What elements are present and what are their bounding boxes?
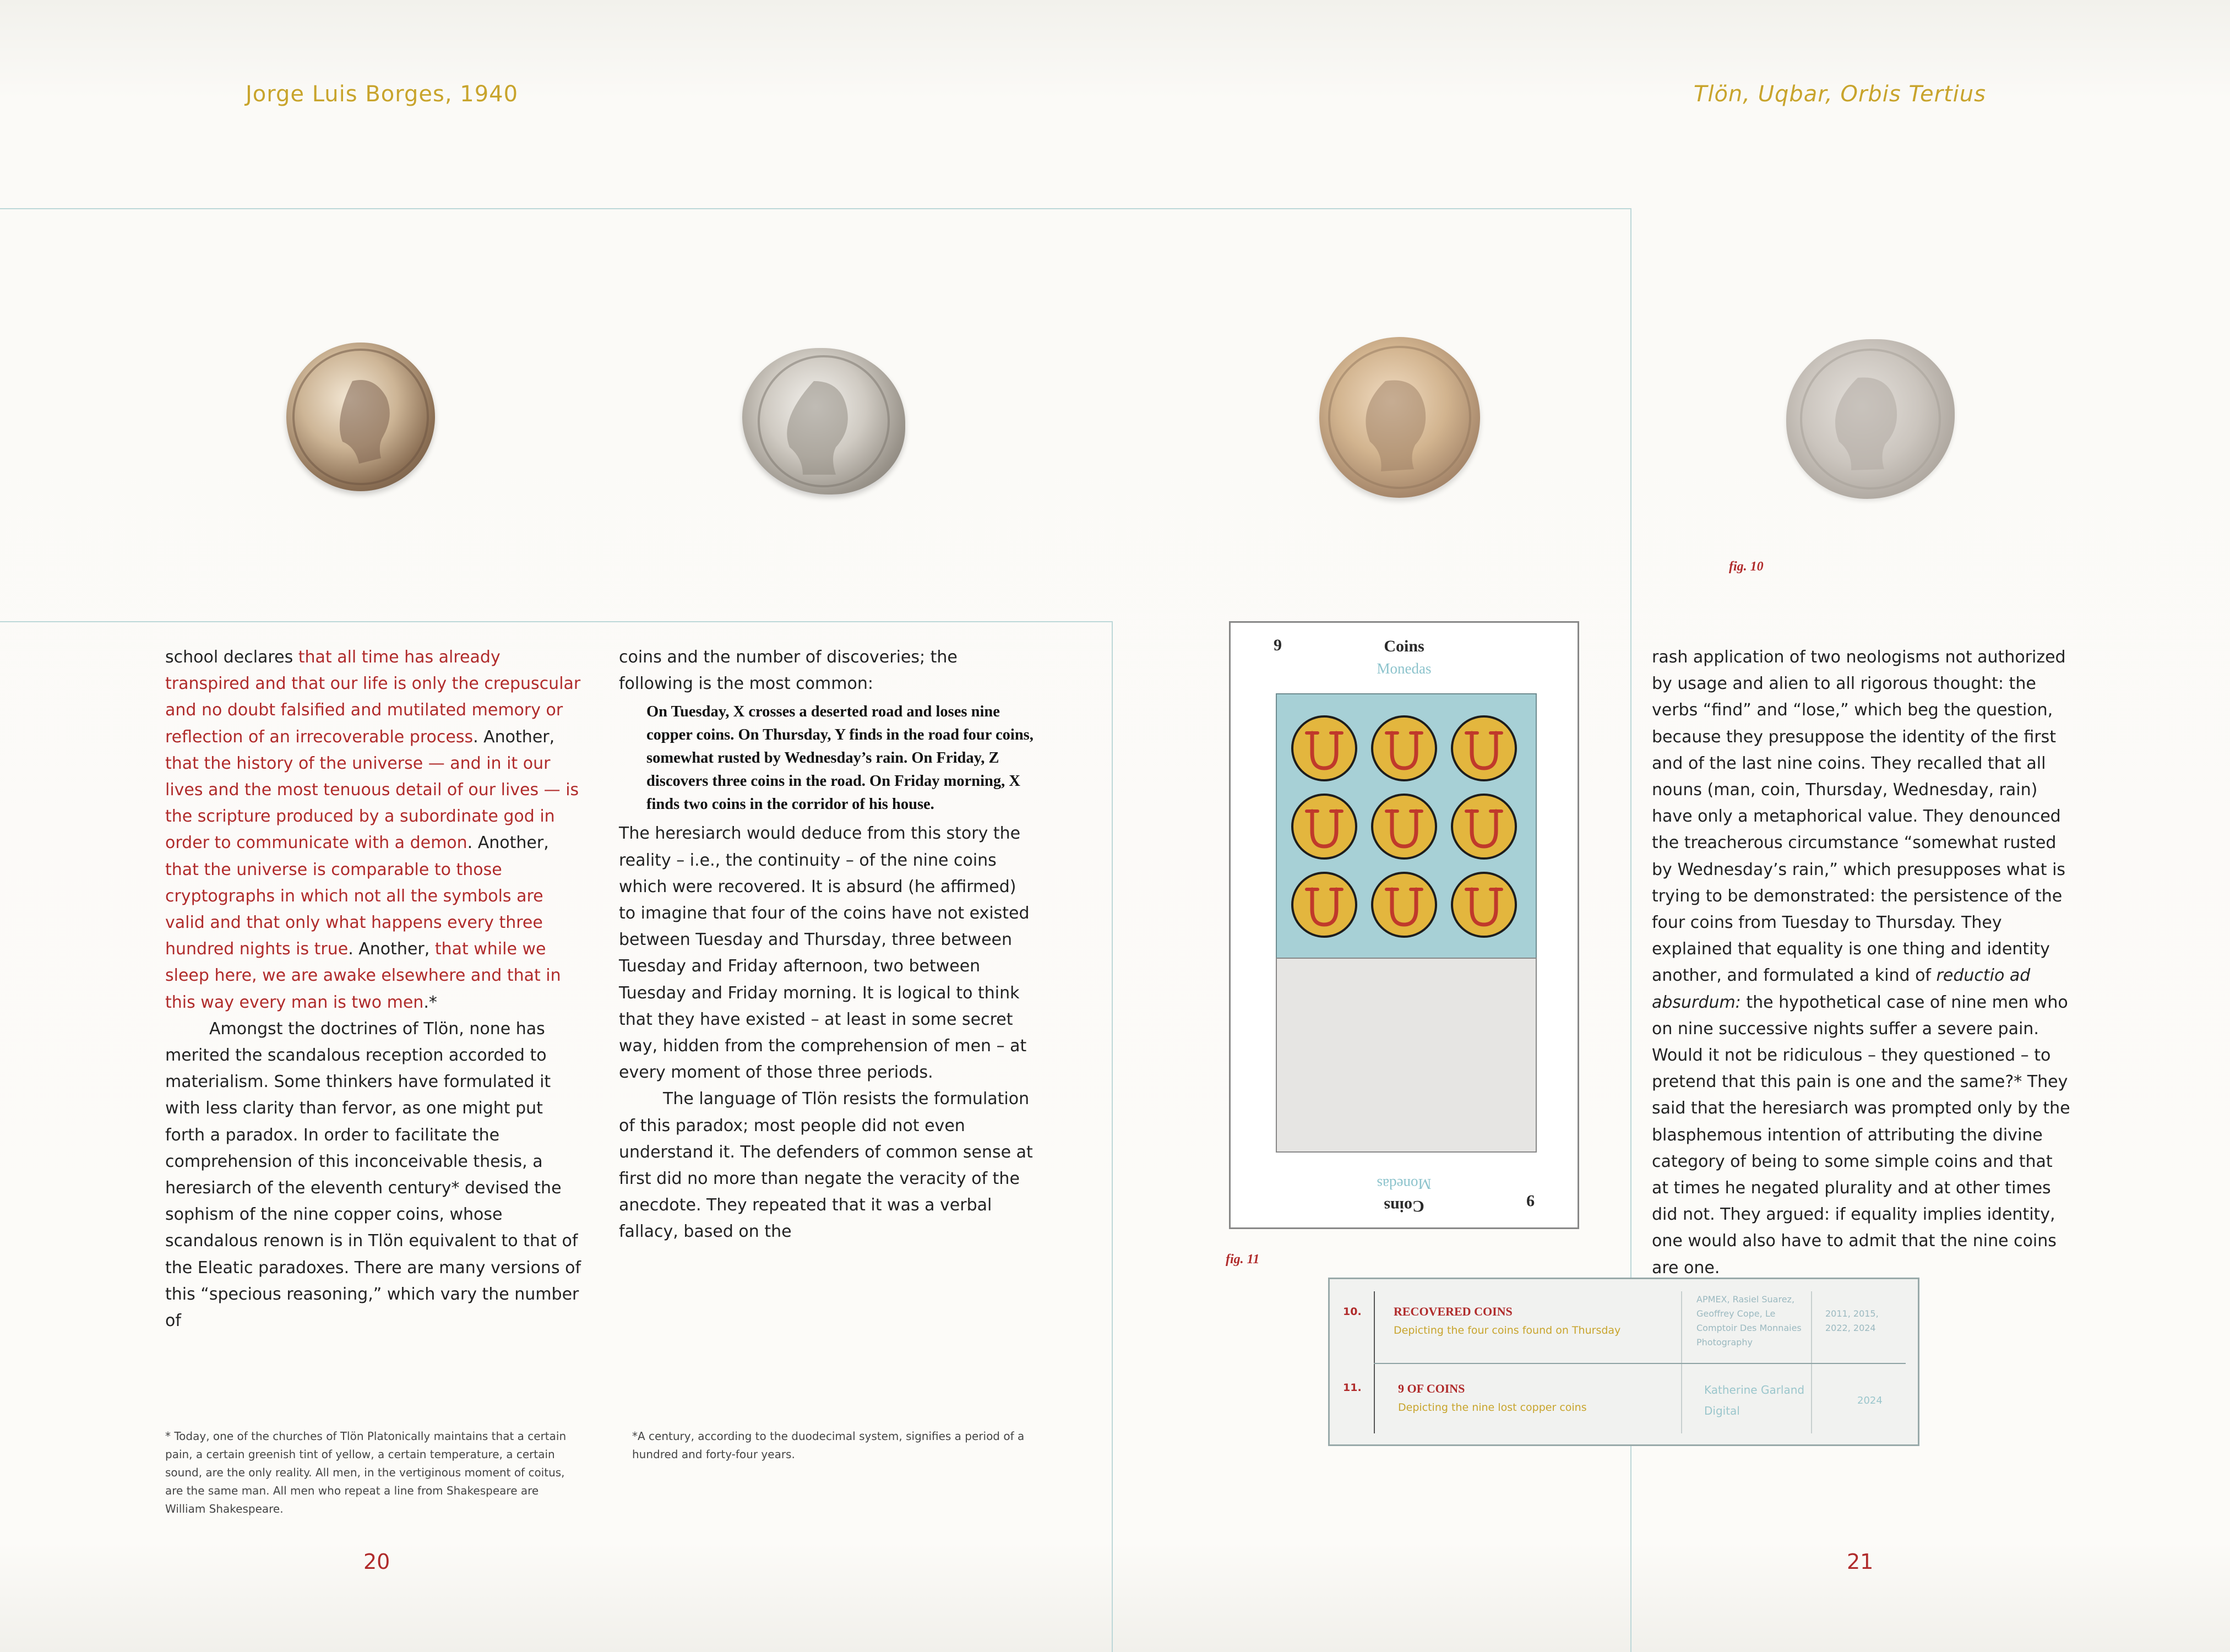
text-run: school declares — [165, 648, 298, 667]
block-quote: On Tuesday, X crosses a deserted road and loses nine copper coins. On Thursday, Y finds in the road four coins, somewhat rusted by Wednesday’s rain. On Friday, Z discovers three coins in the road. On Friday morning, X finds two coins in the corridor of his house. — [646, 703, 1034, 813]
text-run: . Another, — [348, 939, 435, 959]
card-subtitle-bottom: Monedas — [1377, 1176, 1432, 1192]
text-run: . Another, — [467, 833, 549, 853]
running-header-title: Tlön, Uqbar, Orbis Tertius — [1693, 81, 1986, 107]
card-subtitle-top: Monedas — [1377, 660, 1432, 677]
text-run: rash application of two neologisms not authorized by usage and alien to all rigorous thought: the verbs “find” and “lose,” which beg the question, because they presuppose the identity of the first and of the last nine coins. They recalled that all nouns (man, coin, Thursday, Wednesday, rain) have only a metaphorical value. They denounced the treacherous circumstance “somewhat rusted by Wednesday’s rain,” which presupposes what is trying to be demonstrated: the persistence of the four coins from Tuesday to Thursday. They explained that equality is one thing and identity another, and formulated a kind of — [1652, 648, 2066, 986]
card-coin — [1372, 873, 1436, 937]
card-coin — [1372, 795, 1436, 858]
text-column-1 — [165, 644, 584, 1334]
text-run: .* — [423, 992, 437, 1012]
highlight-run: that the universe is comparable to those cryptographs in which not all the symbols are valid and that only what happens every three hundred nights is true — [165, 860, 543, 959]
card-title-top: Coins — [1384, 637, 1424, 655]
card-lower-panel — [1276, 958, 1537, 1153]
credits-row-10-num: 10. — [1343, 1306, 1362, 1318]
credits-row-10-desc: Depicting the four coins found on Thursday — [1394, 1324, 1621, 1336]
image-credits-table — [1328, 1278, 1919, 1446]
card-coin — [1372, 716, 1436, 780]
running-header-author: Jorge Luis Borges, 1940 — [246, 81, 519, 107]
coin-2-image — [742, 348, 905, 494]
credits-divider-2 — [1681, 1291, 1682, 1433]
card-coin — [1292, 716, 1356, 780]
page-number-left: 20 — [363, 1550, 390, 1574]
card-coin — [1292, 795, 1356, 858]
paragraph-1 — [165, 644, 584, 1016]
paragraph-2: Amongst the doctrines of Tlön, none has merited the scandalous reception accorded to materialism. Some thinkers have formulated it with less clarity than fervor, as one might put forth a paradox. In order to facilitate the comprehension of this inconceivable thesis, a heresiarch of the eleventh century* devised the sophism of the nine copper coins, whose scandalous renown is in Tlön equivalent to that of the Eleatic paradoxes. There are many versions of this “specious reasoning,” which vary the number of — [165, 1019, 581, 1331]
credits-row-10-credit: APMEX, Rasiel Suarez, Geoffrey Cope, Le Comptoir Des Monnaies Photography — [1696, 1294, 1802, 1347]
credits-row-10-years: 2011, 2015, 2022, 2024 — [1825, 1308, 1879, 1333]
text-run: the hypothetical case of nine men who on nine successive nights suffer a severe pain. Would it not be ridiculous – they questioned – to pretend that this pain is one and the same?* They said that the heresiarch was prompted only by the blasphemous intention of attributing the divine category of being to some simple coins and that at times he negated plurality and at other times did not. They argued: if equality implies identity, one would also have to admit that the nine coins are one. — [1652, 992, 2070, 1278]
gutter-rule — [1112, 621, 1113, 1652]
fig-11-label: fig. 11 — [1226, 1252, 1260, 1267]
credits-row-11-title: 9 OF COINS — [1398, 1382, 1465, 1395]
credits-row-11-credit: Katherine Garland Digital — [1704, 1383, 1805, 1417]
card-coin — [1452, 873, 1516, 937]
highlight-run: that all time has already transpired and that our life is only the crepuscular and no doubt falsified and mutilated memory or reflection of an irrecoverable process — [165, 648, 581, 747]
nine-of-coins-card — [1229, 621, 1579, 1229]
card-number-top: 9 — [1274, 636, 1282, 654]
coin-3-image — [1319, 337, 1480, 498]
highlight-run: that the history of the universe — and in it our lives and the most tenuous detail of our lives — is the scripture produced by a subordinate god in order to communicate with a demon — [165, 753, 579, 853]
paragraph-1 — [1652, 644, 2070, 1281]
text-run: . Another, — [473, 727, 555, 747]
top-rule — [0, 208, 1631, 209]
paragraph-1: coins and the number of discoveries; the following is the most common: — [619, 648, 958, 694]
coin-1-image — [286, 343, 435, 491]
card-title-bottom: Coins — [1384, 1197, 1424, 1215]
credits-divider-3 — [1811, 1291, 1812, 1433]
highlight-run: that while we sleep here, we are awake elsewhere and that in this way every man is two men — [165, 939, 561, 1012]
coin-grid — [1277, 694, 1536, 959]
footnote-left: * Today, one of the churches of Tlön Platonically maintains that a certain pain, a certain greenish tint of yellow, a certain temperature, a certain sound, are the only reality. All men, in the vertiginous moment of coitus, are the same man. All men who repeat a line from Shakespeare are William Shakespeare. — [165, 1430, 567, 1515]
text-column-2 — [619, 644, 1035, 1246]
paragraph-3: The language of Tlön resists the formulation of this paradox; most people did not even understand it. The defenders of common sense at first did no more than negate the veracity of the anecdote. They repeated that it was a verbal fallacy, based on the — [619, 1089, 1033, 1242]
footnote-middle: *A century, according to the duodecimal system, signifies a period of a hundred and forty-four years. — [632, 1430, 1025, 1461]
card-bottom-flipped — [1231, 1162, 1578, 1223]
card-coin — [1452, 716, 1516, 780]
credits-divider-1 — [1374, 1291, 1375, 1433]
credits-row-10-title: RECOVERED COINS — [1394, 1305, 1513, 1318]
card-coin — [1452, 795, 1516, 858]
text-column-3 — [1652, 644, 2070, 1281]
credits-row-11-num: 11. — [1343, 1382, 1362, 1394]
credits-row-11-years: 2024 — [1857, 1395, 1883, 1406]
coin-4-image — [1786, 339, 1955, 499]
coin-panel — [1276, 693, 1537, 960]
paragraph-2: The heresiarch would deduce from this story the reality – i.e., the continuity – of the nine coins which were recovered. It is absurd (he affirmed) to imagine that four of the coins have not existed between Tuesday and Thursday, three between Tuesday and Friday afternoon, two between Tuesday and Friday morning. It is logical to think that they have existed – at least in some secret way, hidden from the comprehension of men – at every moment of those three periods. — [619, 824, 1030, 1083]
fig-10-label: fig. 10 — [1729, 559, 1764, 574]
card-coin — [1292, 873, 1356, 937]
text-block-rule — [0, 621, 1112, 622]
italic-run: reductio ad absurdum: — [1652, 966, 2031, 1012]
page-number-right: 21 — [1847, 1550, 1874, 1574]
credits-row-divider — [1374, 1363, 1906, 1364]
credits-row-11-desc: Depicting the nine lost copper coins — [1398, 1401, 1587, 1414]
card-number-bottom: 9 — [1526, 1192, 1535, 1210]
